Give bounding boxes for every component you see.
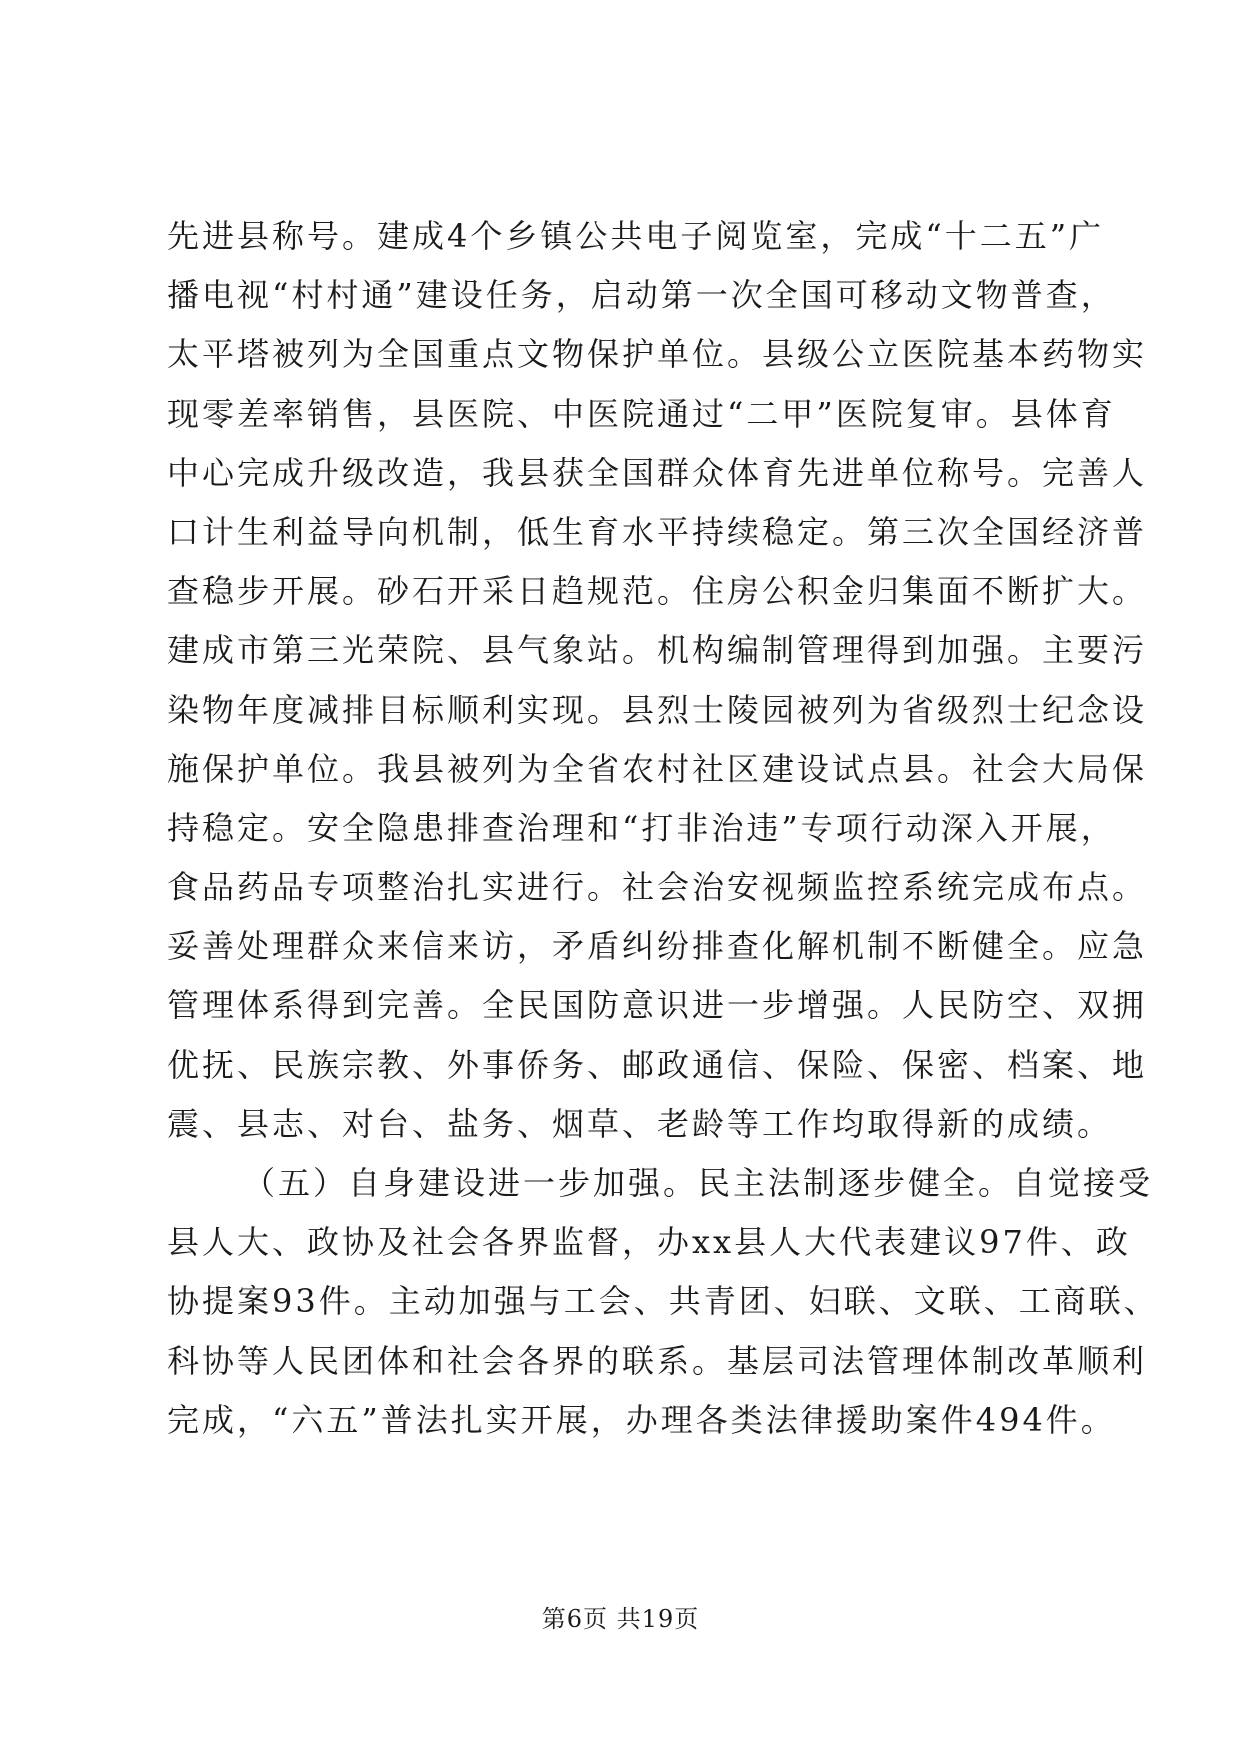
- text-line: 食品药品专项整治扎实进行。社会治安视频监控系统完成布点。: [167, 868, 1148, 907]
- text-line: 播电视“村村通”建设任务，启动第一次全国可移动文物普查，: [167, 276, 1116, 315]
- text-line: 查稳步开展。砂石开采日趋规范。住房公积金归集面不断扩大。: [167, 572, 1148, 611]
- section-heading-line: （五）自身建设进一步加强。民主法制逐步健全。自觉接受: [243, 1164, 1154, 1202]
- text-line: 妥善处理群众来信来访，矛盾纠纷排查化解机制不断健全。应急: [167, 927, 1148, 966]
- text-line: 先进县称号。建成4个乡镇公共电子阅览室，完成“十二五”广: [167, 217, 1105, 255]
- text-line: 完成，“六五”普法扎实开展，办理各类法律援助案件494件。: [167, 1400, 1116, 1439]
- text-line: 施保护单位。我县被列为全省农村社区建设试点县。社会大局保: [167, 749, 1148, 788]
- text-line: 染物年度减排目标顺利实现。县烈士陵园被列为省级烈士纪念设: [167, 690, 1148, 729]
- text-line: 震、县志、对台、盐务、烟草、老龄等工作均取得新的成绩。: [167, 1104, 1113, 1143]
- text-line: 县人大、政协及社会各界监督，办xx县人大代表建议97件、政: [167, 1223, 1131, 1262]
- text-line: 管理体系得到完善。全民国防意识进一步增强。人民防空、双拥: [167, 986, 1148, 1025]
- text-line: 优抚、民族宗教、外事侨务、邮政通信、保险、保密、档案、地: [167, 1045, 1148, 1084]
- text-line: 协提案93件。主动加强与工会、共青团、妇联、文联、工商联、: [167, 1282, 1159, 1321]
- page-number-footer: 第6页 共19页: [541, 1605, 700, 1633]
- text-line: 口计生利益导向机制，低生育水平持续稳定。第三次全国经济普: [167, 512, 1148, 551]
- text-line: 太平塔被列为全国重点文物保护单位。县级公立医院基本药物实: [167, 335, 1148, 374]
- text-line: 现零差率销售，县医院、中医院通过“二甲”医院复审。县体育: [167, 394, 1116, 433]
- text-line: 科协等人民团体和社会各界的联系。基层司法管理体制改革顺利: [167, 1341, 1148, 1380]
- text-line: 建成市第三光荣院、县气象站。机构编制管理得到加强。主要污: [167, 631, 1148, 670]
- text-line: 中心完成升级改造，我县获全国群众体育先进单位称号。完善人: [167, 453, 1148, 492]
- text-line: 持稳定。安全隐患排查治理和“打非治违”专项行动深入开展，: [167, 808, 1116, 847]
- body-text: [167, 207, 1159, 1450]
